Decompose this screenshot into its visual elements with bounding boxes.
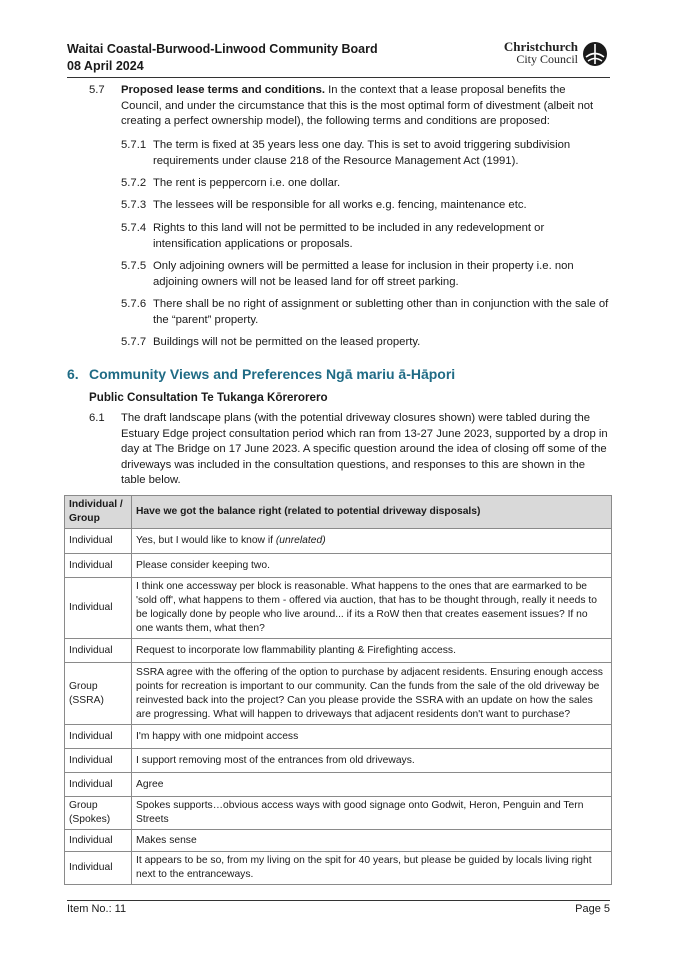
consultation-table: [64, 495, 612, 885]
respondent-cell: Individual: [65, 830, 132, 852]
response-cell: Makes sense: [132, 830, 612, 852]
response-cell: I support removing most of the entrances from old driveways.: [132, 749, 612, 773]
paragraph-number: 5.7: [89, 84, 105, 96]
council-emblem-icon: [582, 41, 608, 67]
clause-text: There shall be no right of assignment or subletting other than in conjunction with the sale of the “parent” property.: [153, 298, 609, 326]
logo-line1: Christchurch: [503, 39, 578, 54]
paragraph-number: 6.1: [89, 412, 105, 424]
response-cell: Please consider keeping two.: [132, 554, 612, 578]
clause-number: 5.7.2: [121, 177, 147, 189]
clause-number: 5.7.6: [121, 298, 147, 310]
table-row: [65, 529, 612, 554]
page-header: [67, 41, 378, 75]
respondent-cell: Individual: [65, 773, 132, 797]
subheading: Public Consultation Te Tukanga Kōrerorero: [89, 391, 328, 404]
clause-text: Only adjoining owners will be permitted a lease for inclusion in their property i.e. non adjoining owners will not be leased land for off street parking.: [153, 260, 574, 288]
clause-number: 5.7.5: [121, 260, 147, 272]
council-logo: [498, 40, 608, 70]
meeting-date: 08 April 2024: [67, 59, 144, 73]
clause-number: 5.7.7: [121, 336, 147, 348]
response-cell: Agree: [132, 773, 612, 797]
table-row: [65, 578, 612, 639]
header-divider: [67, 77, 610, 78]
column-header: Have we got the balance right (related to potential driveway disposals): [132, 496, 612, 529]
logo-line2: City Council: [516, 52, 578, 66]
respondent-cell: Individual: [65, 749, 132, 773]
clause-text: The lessees will be responsible for all works e.g. fencing, maintenance etc.: [153, 199, 527, 211]
board-name: Waitai Coastal-Burwood-Linwood Community Board: [67, 42, 378, 56]
response-cell: Spokes supports…obvious access ways with good signage onto Godwit, Heron, Penguin and Tern Streets: [132, 797, 612, 830]
table-row: [65, 554, 612, 578]
response-text: Yes, but I would like to know if: [136, 535, 276, 546]
section-title: Community Views and Preferences Ngā mariu ā-Hāpori: [89, 366, 456, 382]
item-number: Item No.: 11: [67, 903, 127, 915]
respondent-cell: Individual: [65, 852, 132, 885]
response-cell: It appears to be so, from my living on the spit for 40 years, but please be guided by locals living right next to the entranceways.: [132, 852, 612, 885]
section-number: 6.: [67, 366, 79, 382]
table-row: [65, 725, 612, 749]
column-header: Individual / Group: [65, 496, 132, 529]
respondent-cell: Individual: [65, 554, 132, 578]
paragraph-text: The draft landscape plans (with the potential driveway closures shown) were tabled during the Estuary Edge project consultation period which ran from 13-27 June 2023, supported by a drop in day at The Bridge on 17 June 2023. A specific question around the idea of closing off some of the driveways was included in the consultation questions, and responses to this are shown in the table below.: [121, 412, 608, 486]
response-cell: I'm happy with one midpoint access: [132, 725, 612, 749]
response-cell: SSRA agree with the offering of the option to purchase by adjacent residents. Ensuring enough access points for recreation is important to our community. Can the funds from the sale of the old driveway be reinvested back into the project? Can you please provide the SSRA with an update on how the sales are progressing. What will happen to driveways that adjacent residents don't want to purchase?: [132, 663, 612, 725]
table-row: [65, 773, 612, 797]
table-row: [65, 663, 612, 725]
respondent-cell: Individual: [65, 529, 132, 554]
paragraph-5-7: [89, 83, 609, 133]
response-cell: [132, 529, 612, 554]
footer-divider: [67, 900, 610, 901]
response-cell: Request to incorporate low flammability planting & Firefighting access.: [132, 639, 612, 663]
section-heading: [67, 366, 455, 382]
paragraph-lead: Proposed lease terms and conditions.: [121, 84, 326, 96]
respondent-cell: Individual: [65, 578, 132, 639]
clause-text: The term is fixed at 35 years less one day. This is set to avoid triggering subdivision requirements under clause 218 of the Resource Management Act (1991).: [153, 139, 571, 167]
clause-number: 5.7.3: [121, 199, 147, 211]
response-cell: I think one accessway per block is reasonable. What happens to the ones that are earmarked to be 'sold off', what happens to them - offered via auction, that has to be thought through, really it needs to be logically done by people who live around... if its a RoW then that creates easement issues? If no one wants them, what then?: [132, 578, 612, 639]
table-header-row: [65, 496, 612, 529]
table-row: [65, 749, 612, 773]
clause-text: The rent is peppercorn i.e. one dollar.: [153, 177, 341, 189]
table-row: [65, 852, 612, 885]
table-row: [65, 830, 612, 852]
respondent-cell: Group (Spokes): [65, 797, 132, 830]
clause-number: 5.7.1: [121, 139, 147, 151]
response-note: (unrelated): [275, 535, 326, 546]
respondent-cell: Individual: [65, 639, 132, 663]
respondent-cell: Individual: [65, 725, 132, 749]
table-row: [65, 639, 612, 663]
page-number: Page 5: [575, 903, 610, 915]
clause-text: Buildings will not be permitted on the leased property.: [153, 336, 421, 348]
paragraph-text: In the context that a lease proposal benefits the Council, and under the circumstance that this is the most optimal form of divestment (albeit not creating a perfect ownership model), the following terms and conditions are proposed:: [121, 84, 594, 127]
clause-number: 5.7.4: [121, 222, 147, 234]
clause-text: Rights to this land will not be permitted to be included in any redevelopment or intensification applications or proposals.: [153, 222, 545, 250]
respondent-cell: Group (SSRA): [65, 663, 132, 725]
table-row: [65, 797, 612, 830]
